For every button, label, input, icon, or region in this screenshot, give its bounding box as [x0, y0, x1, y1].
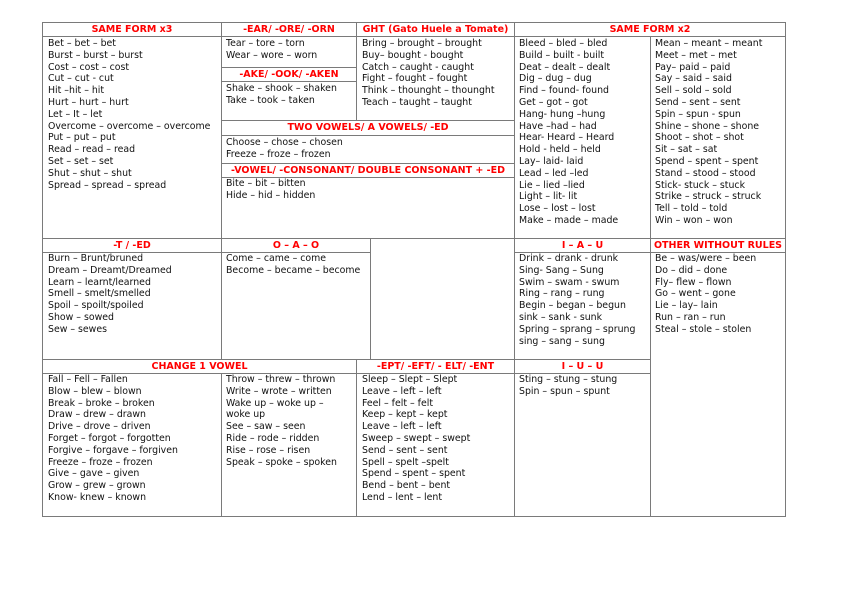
- verb-entry: Lend – lent – lent: [362, 491, 442, 503]
- verb-entry: Find – found- found: [519, 85, 609, 97]
- verb-entry: Steal – stole – stolen: [655, 323, 752, 335]
- verb-entry: Dream – Dreamt/Dreamed: [48, 264, 172, 276]
- header-same-form-x2: SAME FORM x2: [514, 22, 786, 37]
- verb-entry: Have –had – had: [519, 120, 597, 132]
- verb-entry: Rise – rose – risen: [226, 444, 311, 456]
- verb-entry: Stand – stood – stood: [655, 167, 756, 179]
- verb-entry: Become – became – become: [226, 264, 361, 276]
- verb-entry: Lie – lay– lain: [655, 300, 718, 312]
- verb-entry: Come – came – come: [226, 253, 327, 264]
- header-ght: GHT (Gato Huele a Tomate): [356, 22, 515, 37]
- list-change-1-vowel-left: [48, 374, 178, 504]
- verb-entry: Burst – burst – burst: [48, 49, 143, 61]
- verb-entry: Buy– bought - bought: [362, 49, 464, 61]
- header-i-u-u: I – U – U: [514, 359, 651, 374]
- verb-entry: Set – set – set: [48, 155, 114, 167]
- list-ght: [362, 38, 495, 109]
- verb-entry: Sell – sold – sold: [655, 85, 732, 97]
- verb-entry: Shake – shook – shaken: [226, 83, 337, 94]
- verb-entry: Learn – learnt/learned: [48, 276, 151, 288]
- verb-entry: Burn – Brunt/bruned: [48, 253, 144, 264]
- list-i-a-u: [519, 253, 635, 347]
- verb-entry: Speak – spoke – spoken: [226, 456, 337, 468]
- verb-entry: Take – took – taken: [226, 94, 315, 106]
- verb-entry: Teach – taught – taught: [362, 96, 472, 108]
- verb-entry: Fall – Fell – Fallen: [48, 374, 128, 385]
- verb-entry: Break – broke – broken: [48, 397, 155, 409]
- verb-entry: woke up: [226, 409, 266, 421]
- verb-entry: sink – sank - sunk: [519, 311, 603, 323]
- verb-entry: Smell – smelt/smelled: [48, 288, 151, 300]
- verb-entry: Spoil – spoilt/spoiled: [48, 300, 144, 312]
- verb-entry: Make – made – made: [519, 214, 619, 226]
- verb-entry: Sing- Sang – Sung: [519, 264, 604, 276]
- verb-entry: sing – sang – sung: [519, 335, 605, 347]
- verb-entry: Tell – told – told: [655, 203, 728, 215]
- header-ake-ook-aken: -AKE/ -OOK/ -AKEN: [221, 67, 357, 82]
- list-same-form-x2-right: [655, 38, 762, 227]
- verb-entry: Spring – sprang – sprung: [519, 323, 636, 335]
- verb-entry: Freeze – froze – frozen: [226, 148, 331, 160]
- verb-entry: Know- knew – known: [48, 491, 147, 503]
- verb-entry: Hit –hit – hit: [48, 85, 105, 97]
- list-same-form-x3: [48, 38, 210, 191]
- header-t-ed: -T / -ED: [42, 238, 222, 253]
- verb-entry: Ride – rode – ridden: [226, 432, 320, 444]
- verb-entry: Shine – shone – shone: [655, 120, 760, 132]
- verb-entry: Draw – drew – drawn: [48, 409, 146, 421]
- verb-entry: Hurt – hurt – hurt: [48, 96, 129, 108]
- verb-entry: See – saw – seen: [226, 421, 306, 433]
- verb-entry: Ring – rang – rung: [519, 288, 605, 300]
- verb-entry: Keep – kept – kept: [362, 409, 448, 421]
- list-ept: [362, 374, 470, 504]
- verb-entry: Run – ran – run: [655, 311, 726, 323]
- verb-entry: Mean – meant – meant: [655, 38, 763, 49]
- header-two-vowels: TWO VOWELS/ A VOWELS/ -ED: [221, 120, 515, 136]
- verb-entry: Shut – shut – shut: [48, 167, 132, 179]
- verb-entry: Catch – caught - caught: [362, 61, 474, 73]
- verb-entry: Begin – began – begun: [519, 300, 626, 312]
- verb-entry: Bleed – bled – bled: [519, 38, 608, 49]
- header-other: OTHER WITHOUT RULES: [650, 238, 786, 253]
- verb-entry: Meet – met – met: [655, 49, 737, 61]
- verb-entry: Throw – threw – thrown: [226, 374, 336, 385]
- verb-entry: Bite – bit – bitten: [226, 178, 306, 189]
- verb-entry: Forgive – forgave – forgiven: [48, 444, 178, 456]
- verb-entry: Spend – spent – spent: [655, 155, 759, 167]
- verb-entry: Read – read – read: [48, 144, 136, 156]
- verb-entry: Spread – spread – spread: [48, 179, 167, 191]
- verb-entry: Strike – struck – struck: [655, 191, 762, 203]
- verb-entry: Show – sowed: [48, 311, 114, 323]
- verb-entry: Build – built - built: [519, 49, 605, 61]
- header-ear-ore-orn: -EAR/ -ORE/ -ORN: [221, 22, 357, 37]
- verb-entry: Forget – forgot – forgotten: [48, 432, 171, 444]
- verb-entry: Leave – left – left: [362, 421, 442, 433]
- verb-entry: Hide – hid – hidden: [226, 189, 316, 201]
- verb-entry: Pay– paid – paid: [655, 61, 731, 73]
- verb-entry: Hold - held – held: [519, 144, 601, 156]
- verb-entry: Grow – grew – grown: [48, 480, 146, 492]
- list-other: [655, 253, 756, 336]
- verb-entry: Sting – stung – stung: [519, 374, 618, 385]
- verb-entry: Spin – spun - spun: [655, 108, 741, 120]
- list-t-ed: [48, 253, 172, 336]
- header-i-a-u: I – A – U: [514, 238, 651, 253]
- verb-entry: Sit – sat – sat: [655, 144, 718, 156]
- verb-entry: Fight – fought – fought: [362, 73, 468, 85]
- verb-entry: Bet – bet – bet: [48, 38, 116, 49]
- header-vowel-consonant: -VOWEL/ -CONSONANT/ DOUBLE CONSONANT + -ED: [221, 163, 515, 178]
- verb-entry: Put – put – put: [48, 132, 116, 144]
- verb-entry: Wake up – woke up –: [226, 397, 324, 409]
- list-change-1-vowel-right: [226, 374, 337, 468]
- verb-entry: Wear – wore – worn: [226, 49, 318, 61]
- verb-entry: Leave – left – left: [362, 385, 442, 397]
- verb-entry: Freeze – froze – frozen: [48, 456, 153, 468]
- list-i-u-u: [519, 374, 617, 398]
- verb-entry: Send – sent – sent: [655, 96, 741, 108]
- verb-entry: Cost – cost – cost: [48, 61, 130, 73]
- verb-entry: Choose – chose – chosen: [226, 137, 343, 148]
- list-ear-ore-orn: [226, 38, 317, 62]
- verb-entry: Stick- stuck – stuck: [655, 179, 745, 191]
- verb-entry: Give – gave – given: [48, 468, 140, 480]
- verb-entry: Win – won – won: [655, 214, 733, 226]
- verb-entry: Lose – lost – lost: [519, 203, 596, 215]
- verb-entry: Overcome – overcome – overcome: [48, 120, 211, 132]
- verb-entry: Do – did – done: [655, 264, 728, 276]
- verb-entry: Feel – felt – felt: [362, 397, 434, 409]
- verb-entry: Sleep – Slept – Slept: [362, 374, 458, 385]
- verb-entry: Be – was/were – been: [655, 253, 757, 264]
- verb-entry: Drink – drank - drunk: [519, 253, 619, 264]
- verb-entry: Let – It – let: [48, 108, 103, 120]
- verb-entry: Drive – drove – driven: [48, 421, 151, 433]
- list-o-a-o: [226, 253, 360, 277]
- verb-entry: Fly– flew – flown: [655, 276, 732, 288]
- verb-entry: Go – went – gone: [655, 288, 736, 300]
- verb-entry: Deat – dealt – dealt: [519, 61, 611, 73]
- verb-entry: Spend – spent – spent: [362, 468, 466, 480]
- verb-entry: Dig – dug – dug: [519, 73, 592, 85]
- verb-entry: Hang- hung –hung: [519, 108, 606, 120]
- header-ept: -EPT/ -EFT/ - ELT/ -ENT: [356, 359, 515, 374]
- verb-entry: Spin – spun – spunt: [519, 385, 610, 397]
- verb-entry: Hear- Heard – Heard: [519, 132, 615, 144]
- verb-entry: Blow – blew – blown: [48, 385, 142, 397]
- list-vowel-consonant: [226, 178, 315, 202]
- header-change-1-vowel: CHANGE 1 VOWEL: [42, 359, 357, 374]
- verb-entry: Tear – tore – torn: [226, 38, 305, 49]
- verb-entry: Send – sent – sent: [362, 444, 448, 456]
- verb-entry: Sweep – swept – swept: [362, 432, 471, 444]
- verb-entry: Spell – spelt –spelt: [362, 456, 449, 468]
- verb-entry: Get – got – got: [519, 96, 588, 108]
- verb-entry: Sew – sewes: [48, 323, 108, 335]
- verb-entry: Say – said – said: [655, 73, 732, 85]
- list-same-form-x2-left: [519, 38, 618, 227]
- verb-entry: Write – wrote – written: [226, 385, 332, 397]
- verb-entry: Swim – swam - swum: [519, 276, 620, 288]
- verb-entry: Cut – cut - cut: [48, 73, 114, 85]
- cell-empty: [370, 238, 515, 360]
- verb-entry: Light – lit- lit: [519, 191, 578, 203]
- verb-entry: Lay– laid- laid: [519, 155, 584, 167]
- verb-entry: Bring – brought – brought: [362, 38, 482, 49]
- header-same-form-x3: SAME FORM x3: [42, 22, 222, 37]
- verb-entry: Bend – bent – bent: [362, 480, 451, 492]
- verb-entry: Lead – led –led: [519, 167, 589, 179]
- verb-entry: Think – thounght – thounght: [362, 85, 495, 97]
- verb-entry: Shoot – shot – shot: [655, 132, 744, 144]
- verb-entry: Lie – lied –lied: [519, 179, 585, 191]
- header-o-a-o: O – A – O: [221, 238, 371, 253]
- list-ake-ook-aken: [226, 83, 337, 107]
- list-two-vowels: [226, 137, 343, 161]
